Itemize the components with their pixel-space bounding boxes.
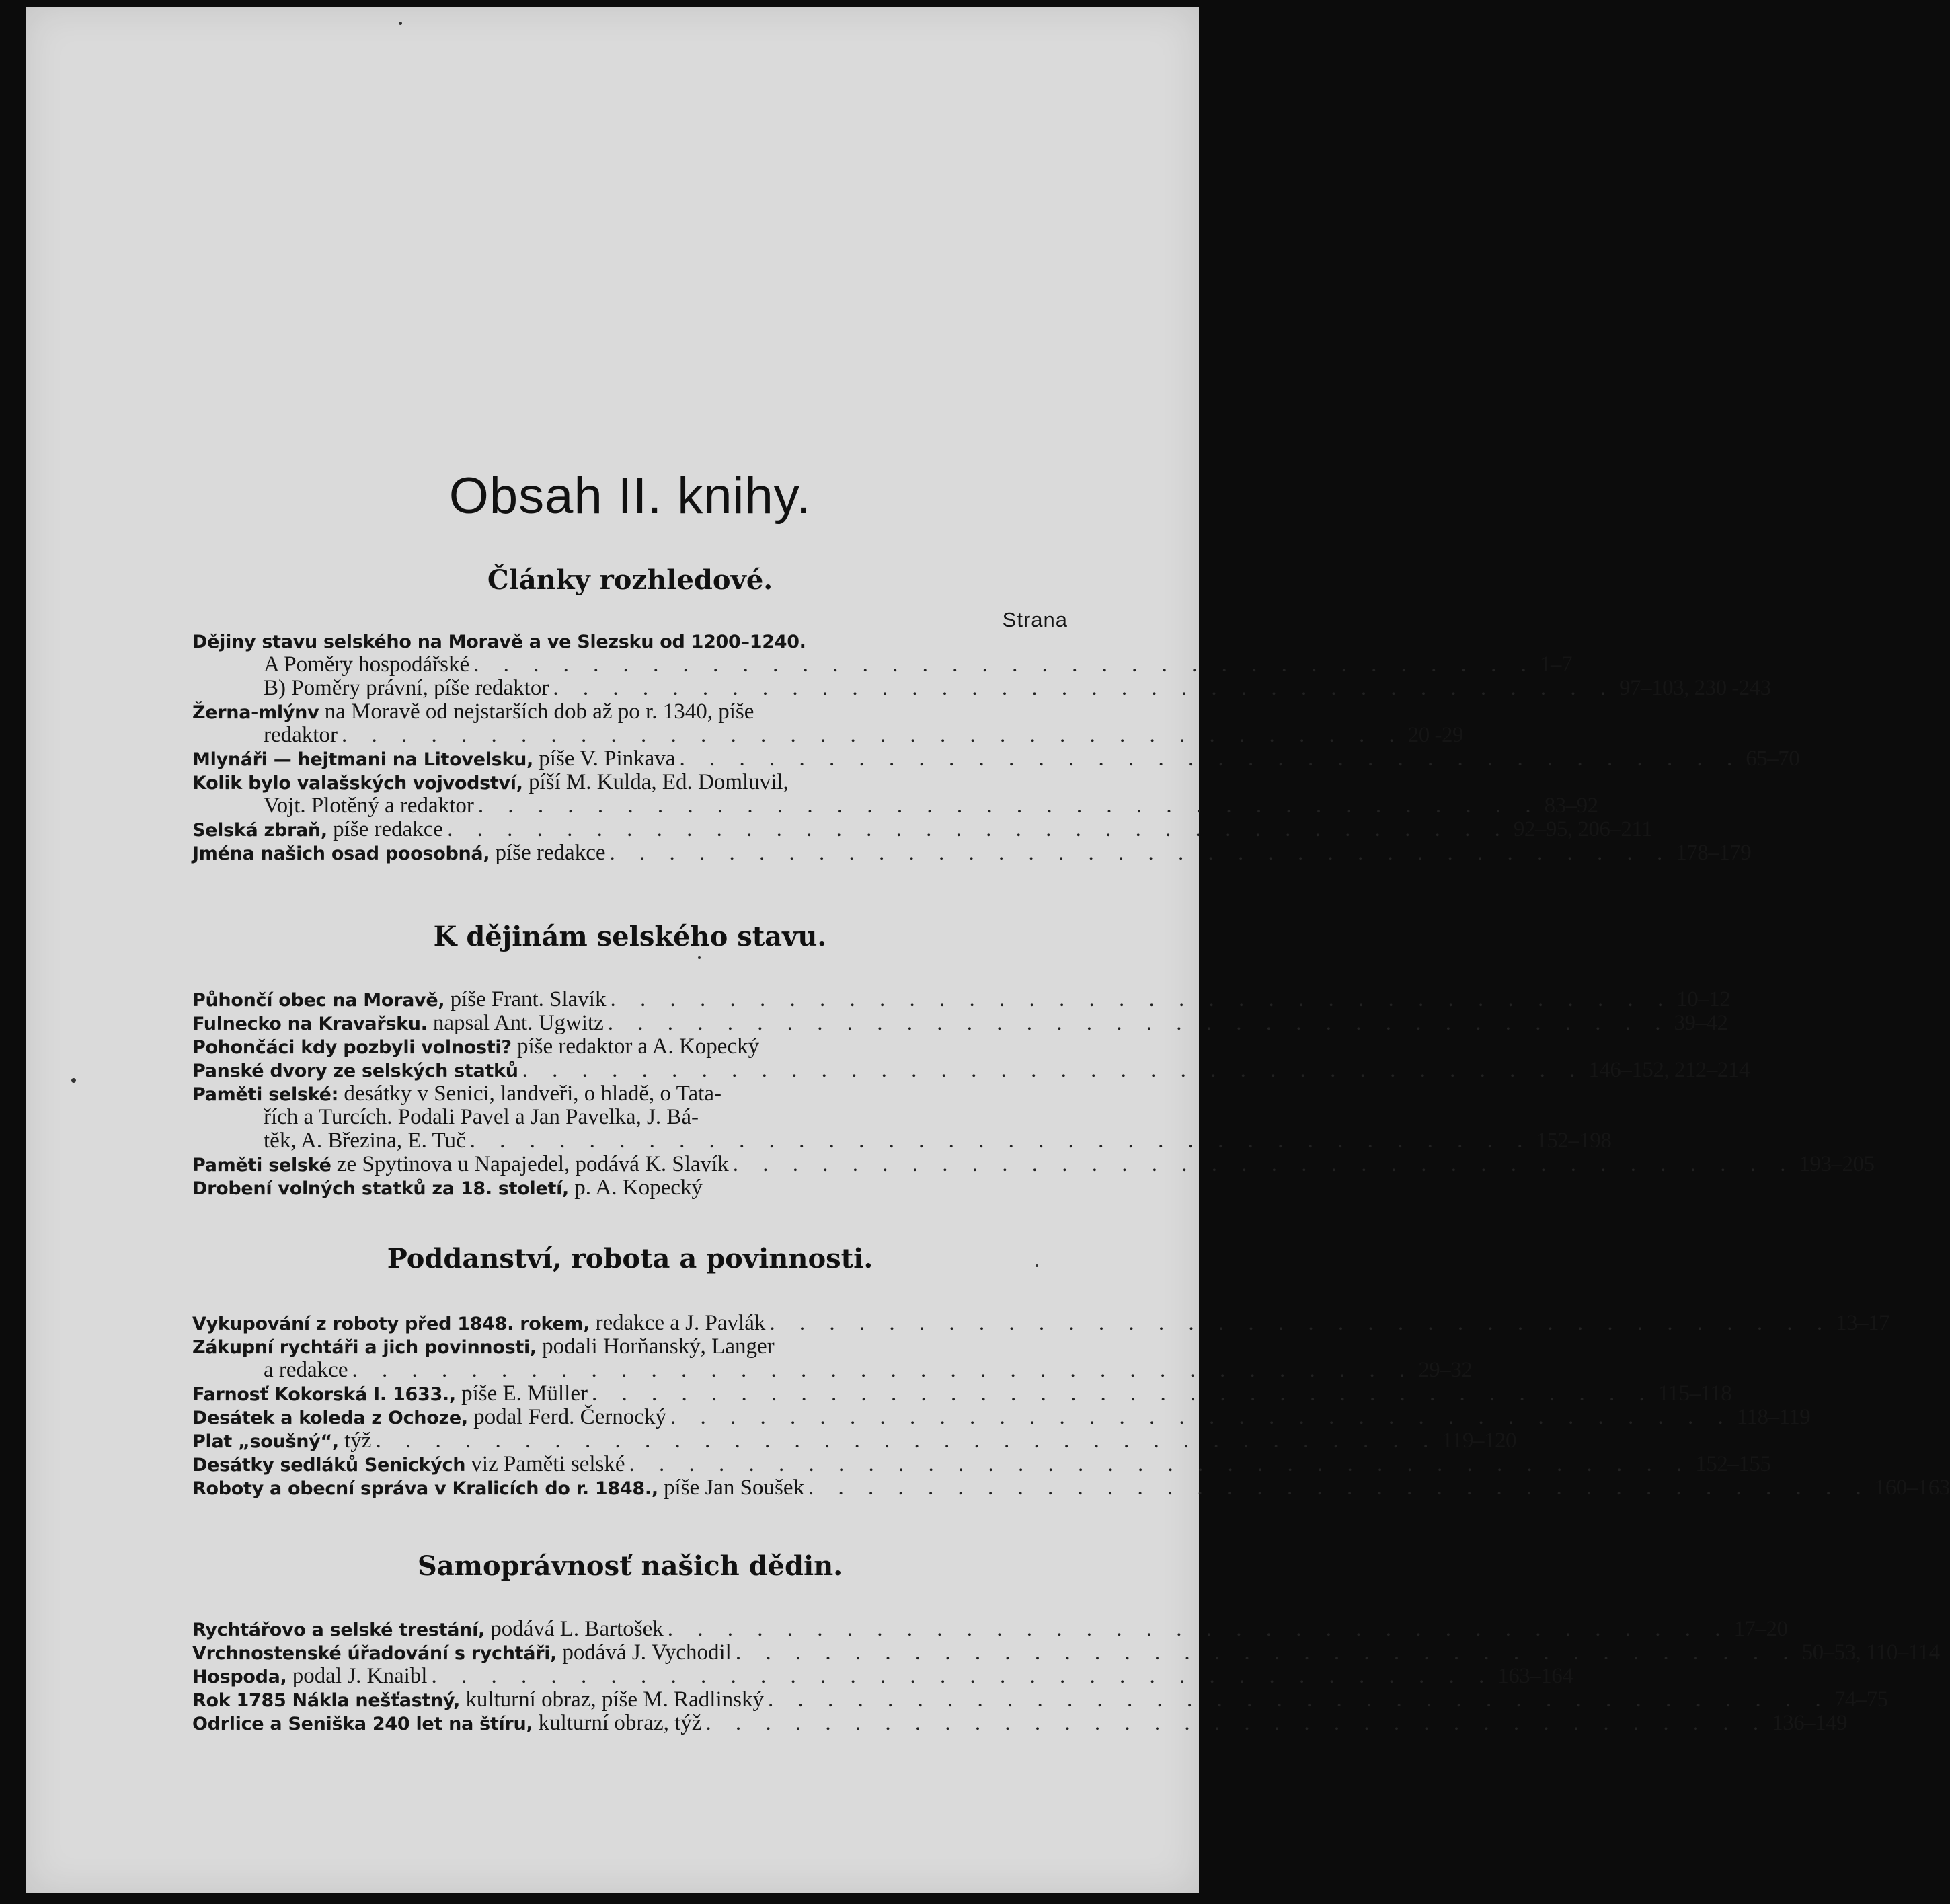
entry-keyword: Paměti selské: (192, 1084, 339, 1105)
entry-text: těk, A. Březina, E. Tuč (264, 1129, 466, 1153)
dot-leader: . . . . . . . . . . . . . . . . . . . . . . . . . . . . . . . . . . . . (607, 1011, 1670, 1035)
entry-text: podali Horňanský, Langer (536, 1334, 775, 1359)
dot-leader: . . . . . . . . . . . . . . . . . . . . . . . . . . . . . . . . . . . . (522, 1058, 1585, 1082)
section-entries (192, 1617, 1940, 1735)
dot-leader: . . . . . . . . . . . . . . . . . . . . . . . . . . . . . . . . . . . . (767, 1687, 1830, 1712)
section-entries (192, 1311, 1950, 1500)
entry-keyword: Roboty a obecní správa v Kralicích do r. 1848., (192, 1478, 658, 1499)
entry-page-number: 29–32 (1418, 1358, 1473, 1382)
entry-text: podává L. Bartošek (484, 1617, 664, 1641)
entry-text: podává J. Vychodil (557, 1640, 732, 1665)
toc-entry (192, 817, 1653, 841)
entry-title (192, 1176, 703, 1201)
entry-text: A Poměry hospodářské (264, 652, 470, 677)
entry-keyword: Odrlice a Seniška 240 let na štíru, (192, 1714, 533, 1735)
toc-entry (192, 1035, 1068, 1059)
toc-entry (192, 1687, 1888, 1712)
entry-page-number: 178–179 (1676, 841, 1752, 865)
entry-title (192, 841, 606, 866)
entry-keyword: Dějiny stavu selského na Moravě a ve Slezsku od 1200–1240. (192, 632, 806, 652)
dot-leader: . . . . . . . . . . . . . . . . . . . . . . . . . . . . . . . . . . . . (610, 987, 1673, 1012)
entry-page-number: 152–198 (1536, 1129, 1612, 1153)
toc-entry (192, 1405, 1811, 1429)
entry-keyword: Jména našich osad poosobná, (192, 843, 490, 864)
dot-leader: . . . . . . . . . . . . . . . . . . . . . . . . . . . . . . . . . . . . (469, 1129, 1532, 1153)
toc-entry (192, 1711, 1848, 1735)
toc-entry (192, 1640, 1940, 1665)
dot-leader: . . . . . . . . . . . . . . . . . . . . . . . . . . . . . . . . . . . . (808, 1476, 1871, 1500)
entry-title (264, 653, 469, 677)
entry-title (192, 1082, 722, 1106)
entry-title (264, 1129, 466, 1153)
toc-entry (192, 1476, 1950, 1500)
entry-title (264, 1106, 699, 1129)
entry-text: píše redakce (490, 841, 606, 865)
toc-entry (192, 676, 1771, 700)
entry-page-number: 10–12 (1676, 987, 1731, 1012)
toc-entry (192, 1011, 1728, 1035)
dot-leader: . . . . . . . . . . . . . . . . . . . . . . . . . . . . . . . . . . . . (447, 817, 1510, 841)
entry-text: a redakce (264, 1358, 348, 1382)
entry-text: píší M. Kulda, Ed. Domluvil, (522, 770, 789, 794)
entry-page-number: 163–164 (1497, 1664, 1573, 1688)
entry-title (264, 677, 549, 700)
entry-page-number: 97–103, 230 -243 (1619, 676, 1771, 700)
dot-leader: . . . . . . . . . . . . . . . . . . . . . . . . . . . . . . . . . . . . (473, 652, 1536, 677)
entry-title (264, 1359, 348, 1382)
toc-entry (192, 1335, 1068, 1359)
entry-page-number: 136–149 (1772, 1711, 1848, 1735)
entry-text: redakce a J. Pavlák (590, 1311, 766, 1335)
toc-entry (192, 1381, 1732, 1406)
entry-text: na Moravě od nejstarších dob až po r. 1340, píše (319, 699, 754, 724)
dot-leader: . . . . . . . . . . . . . . . . . . . . . . . . . . . . . . . . . . . . (341, 723, 1404, 747)
dot-leader: . . . . . . . . . . . . . . . . . . . . . . . . . . . . . . . . . . . . (629, 1452, 1692, 1476)
toc-entry (192, 1176, 1068, 1200)
dot-leader: . . . . . . . . . . . . . . . . . . . . . . . . . . . . . . . . . . . . (735, 1640, 1798, 1665)
toc-entry (192, 771, 1068, 794)
entry-title (192, 1012, 604, 1036)
entry-text: kulturní obraz, píše M. Radlinský (460, 1687, 764, 1712)
entry-text: kulturní obraz, týž (533, 1711, 702, 1735)
entry-page-number: 65–70 (1746, 747, 1800, 771)
dot-leader: . . . . . . . . . . . . . . . . . . . . . . . . . . . . . . . . . . . . (431, 1664, 1494, 1688)
entry-title (192, 988, 606, 1012)
entry-text: týž (338, 1429, 372, 1453)
entry-page-number: 20 -29 (1407, 723, 1463, 747)
entry-text: desátky v Senici, landveři, o hladě, o Tata- (338, 1081, 722, 1106)
entry-keyword: Rychtářovo a selské trestání, (192, 1620, 485, 1640)
entry-text: píše Jan Soušek (658, 1476, 805, 1500)
entry-title (192, 1153, 729, 1177)
entry-page-number: 50–53, 110–114 (1801, 1640, 1940, 1665)
toc-entry (192, 1106, 1068, 1129)
entry-keyword: Kolik bylo valašských vojvodství, (192, 773, 523, 794)
toc-entry (192, 723, 1463, 747)
entry-title (192, 1617, 664, 1642)
toc-entry (192, 1664, 1573, 1688)
entry-text: viz Paměti selské (465, 1452, 625, 1476)
entry-text: ze Spytinova u Napajedel, podává K. Slavík (331, 1152, 729, 1176)
entry-title (192, 1641, 732, 1665)
entry-title (192, 1453, 625, 1477)
entry-title (192, 1406, 666, 1430)
entry-keyword: Zákupní rychtáři a jich povinnosti, (192, 1337, 537, 1358)
dot-leader: . . . . . . . . . . . . . . . . . . . . . . . . . . . . . . . . . . . . (592, 1381, 1654, 1406)
entry-page-number: 146–152, 212–214 (1588, 1058, 1750, 1082)
toc-entry (192, 1429, 1516, 1453)
dot-leader: . . . . . . . . . . . . . . . . . . . . . . . . . . . . . . . . . . . . (375, 1429, 1438, 1453)
entry-title (192, 818, 443, 842)
entry-text: píše V. Pinkava (533, 747, 676, 771)
toc-entry (192, 747, 1800, 771)
entry-title (192, 747, 675, 771)
entry-title (192, 1035, 759, 1059)
toc-entry (192, 1058, 1750, 1082)
entry-page-number: 83–92 (1544, 794, 1598, 818)
entry-page-number: 115–118 (1658, 1381, 1732, 1406)
entry-text: podal J. Knaibl (286, 1664, 428, 1688)
entry-title (192, 1688, 764, 1712)
entry-page-number: 152–155 (1695, 1452, 1771, 1476)
entry-keyword: Drobení volných statků za 18. století, (192, 1178, 570, 1199)
entry-title (192, 630, 806, 654)
entry-page-number: 39–42 (1674, 1011, 1728, 1035)
page-column-header: Strana (1002, 608, 1068, 632)
dot-leader: . . . . . . . . . . . . . . . . . . . . . . . . . . . . . . . . . . . . (352, 1358, 1415, 1382)
entry-keyword: Selská zbraň, (192, 820, 327, 841)
dot-leader: . . . . . . . . . . . . . . . . . . . . . . . . . . . . . . . . . . . . (670, 1405, 1733, 1429)
entry-keyword: Hospoda, (192, 1667, 287, 1687)
toc-entry (192, 987, 1731, 1012)
dot-leader: . . . . . . . . . . . . . . . . . . . . . . . . . . . . . . . . . . . . (477, 794, 1540, 818)
entry-title (264, 724, 338, 747)
toc-entry (192, 1082, 1068, 1106)
entry-keyword: Desátky sedláků Senických (192, 1455, 466, 1476)
toc-entry (192, 1311, 1890, 1335)
entry-page-number: 118–119 (1736, 1405, 1811, 1429)
toc-entry (192, 1452, 1771, 1476)
entry-text: píše redaktor a A. Kopecký (511, 1034, 760, 1059)
entry-title (192, 1665, 427, 1689)
entry-keyword: Paměti selské (192, 1155, 332, 1176)
dot-leader: . . . . . . . . . . . . . . . . . . . . . . . . . . . . . . . . . . . . (679, 747, 1742, 771)
entry-text: píše E. Müller (455, 1381, 588, 1406)
entry-keyword: Vrchnostenské úřadování s rychtáři, (192, 1643, 557, 1664)
entry-page-number: 1–7 (1539, 652, 1572, 677)
entry-title (192, 1059, 518, 1083)
entry-page-number: 13–17 (1836, 1311, 1890, 1335)
entry-keyword: Farnosť Kokorská I. 1633., (192, 1384, 456, 1405)
entry-text: B) Poměry právní, píše redaktor (264, 676, 549, 700)
paper-speck (698, 956, 701, 959)
entry-keyword: Pohončáci kdy pozbyli volnosti? (192, 1037, 512, 1058)
entry-title (192, 771, 789, 795)
entry-page-number: 193–205 (1799, 1152, 1875, 1176)
entry-text: řích a Turcích. Podali Pavel a Jan Pavelka, J. Bá- (264, 1105, 699, 1129)
dot-leader: . . . . . . . . . . . . . . . . . . . . . . . . . . . . . . . . . . . . (769, 1311, 1832, 1335)
entry-keyword: Panské dvory ze selských statků (192, 1061, 518, 1081)
entry-keyword: Plat „soušný“, (192, 1431, 339, 1452)
entry-keyword: Půhončí obec na Moravě, (192, 990, 445, 1011)
entry-keyword: Fulnecko na Kravařsku. (192, 1014, 428, 1034)
toc-entry (192, 841, 1752, 865)
toc-entry (192, 794, 1598, 818)
entry-text: píše Frant. Slavík (444, 987, 607, 1012)
entry-text: podal Ferd. Černocký (467, 1405, 666, 1429)
entry-keyword: Desátek a koleda z Ochoze, (192, 1408, 468, 1429)
entry-title (264, 794, 474, 818)
toc-entry (192, 1129, 1612, 1153)
entry-page-number: 119–120 (1442, 1429, 1516, 1453)
entry-text: redaktor (264, 723, 338, 747)
entry-title (192, 1712, 701, 1736)
dot-leader: . . . . . . . . . . . . . . . . . . . . . . . . . . . . . . . . . . . . (732, 1152, 1795, 1176)
entry-text: Vojt. Plotěný a redaktor (264, 794, 474, 818)
entry-title (192, 1335, 775, 1359)
dot-leader: . . . . . . . . . . . . . . . . . . . . . . . . . . . . . . . . . . . . (667, 1617, 1730, 1641)
entry-keyword: Vykupování z roboty před 1848. rokem, (192, 1313, 590, 1334)
toc-entry (192, 630, 1068, 653)
toc-entry (192, 652, 1572, 677)
section-entries (192, 630, 1800, 865)
entry-page-number: 160–163 (1874, 1476, 1950, 1500)
paper-speck (399, 22, 402, 25)
paper-speck (1036, 1264, 1038, 1267)
section-title: Poddanství, robota a povinnosti. (387, 1243, 873, 1274)
entry-keyword: Rok 1785 Nákla nešťastný, (192, 1690, 461, 1711)
entry-title (192, 1311, 765, 1336)
section-title: K dějinám selského stavu. (433, 921, 827, 952)
section-title: Články rozhledové. (487, 564, 773, 596)
entry-title (192, 1429, 371, 1453)
toc-entry (192, 700, 1068, 724)
entry-page-number: 74–75 (1834, 1687, 1888, 1712)
page-title: Obsah II. knihy. (448, 467, 812, 525)
entry-text: píše redakce (327, 817, 444, 841)
section-entries (192, 987, 1875, 1200)
dot-leader: . . . . . . . . . . . . . . . . . . . . . . . . . . . . . . . . . . . . (705, 1711, 1768, 1735)
entry-title (192, 1382, 588, 1406)
book-page (26, 7, 1950, 1893)
toc-entry (192, 1617, 1788, 1641)
entry-page-number: 92–95, 206–211 (1513, 817, 1653, 841)
entry-keyword: Mlynáři — hejtmani na Litovelsku, (192, 749, 533, 770)
entry-keyword: Žerna-mlýnv (192, 702, 319, 723)
entry-text: napsal Ant. Ugwitz (427, 1011, 604, 1035)
entry-text: p. A. Kopecký (569, 1176, 703, 1200)
section-title: Samoprávnosť našich dědin. (417, 1550, 843, 1582)
toc-entry (192, 1358, 1473, 1382)
dot-leader: . . . . . . . . . . . . . . . . . . . . . . . . . . . . . . . . . . . . (609, 841, 1672, 865)
paper-speck (71, 1078, 76, 1083)
entry-page-number: 17–20 (1733, 1617, 1788, 1641)
toc-entry (192, 1152, 1875, 1176)
dot-leader: . . . . . . . . . . . . . . . . . . . . . . . . . . . . . . . . . . . . (553, 676, 1616, 700)
entry-title (192, 700, 754, 724)
entry-title (192, 1476, 804, 1500)
